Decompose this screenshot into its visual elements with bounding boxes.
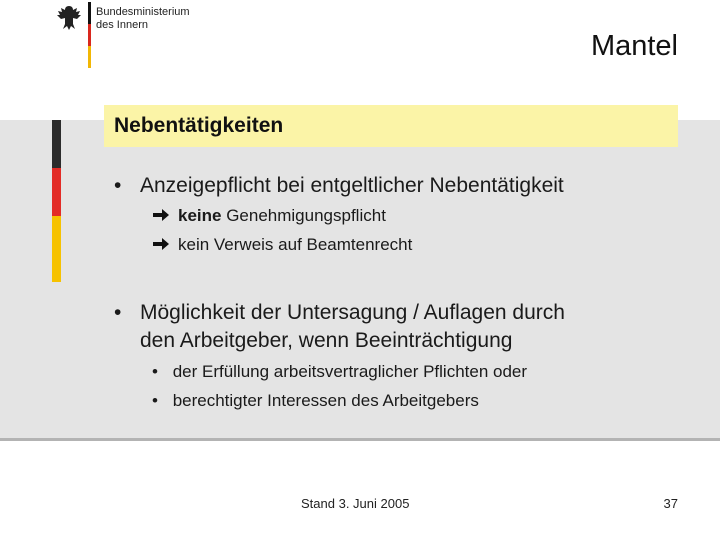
bullet-text-line2: den Arbeitgeber, wenn Beeinträchtigung [140,329,513,352]
arrow-item-bold: keine [178,206,222,225]
bullet-text-line1: Möglichkeit der Untersagung / Auflagen durch [140,301,565,324]
flag-gold-bar [88,46,91,68]
sub-bullet-2 [152,390,479,412]
ministry-name [96,6,190,32]
arrow-item-text: Genehmigungspflicht [221,206,386,225]
right-arrow-icon [152,237,170,251]
right-arrow-icon [152,208,170,222]
eagle-icon [56,4,82,32]
sub-bullet-text: berechtigter Interessen des Arbeitgebers [172,391,479,410]
bullet-text: Anzeigepflicht bei entgeltlicher Nebentätigkeit [140,174,564,197]
sub-bullet-dot: • [152,362,158,381]
bullet-text [140,299,565,355]
arrow-item-text: kein Verweis auf Beamtenrecht [178,235,413,254]
page-number: 37 [663,496,678,511]
bullet-dot: • [114,174,122,197]
bullet-dot: • [114,301,122,324]
side-stripe-gold [52,216,61,282]
arrow-item-2 [152,234,412,256]
side-stripe-black [52,120,61,168]
flag-red-bar [88,24,91,46]
ministry-logo [52,2,212,68]
ministry-name-line1: Bundesministerium [96,6,190,18]
ministry-name-line2: des Innern [96,19,148,31]
sub-bullet-text: der Erfüllung arbeitsvertraglicher Pflichten oder [172,362,528,381]
side-stripe-red [52,168,61,216]
footer-date: Stand 3. Juni 2005 [301,496,410,511]
arrow-item-1 [152,205,386,227]
panel-bottom-divider [0,438,720,441]
bullet-item-1 [114,172,694,200]
bullet-item-2 [114,299,704,355]
section-heading [104,105,678,147]
sub-bullet-1 [152,361,527,383]
sub-bullet-dot: • [152,391,158,410]
flag-black-bar [88,2,91,24]
section-heading-text: Nebentätigkeiten [114,114,284,137]
slide-title: Mantel [590,30,678,62]
